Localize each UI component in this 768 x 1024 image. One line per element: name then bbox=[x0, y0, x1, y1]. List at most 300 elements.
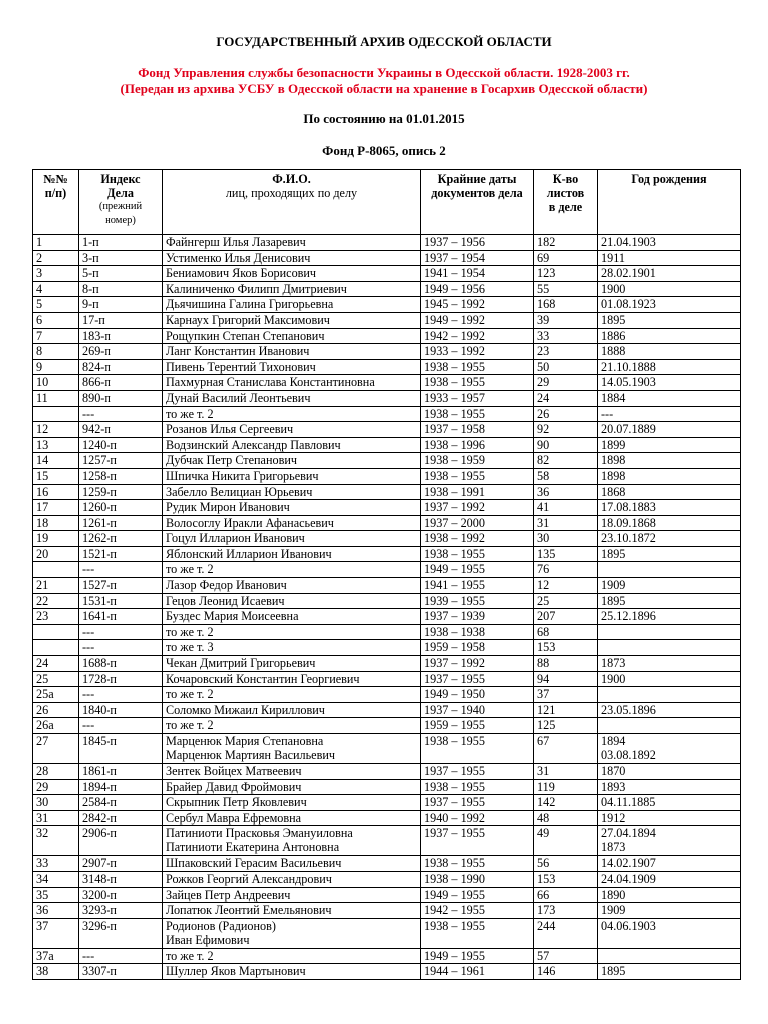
cell-number bbox=[33, 640, 79, 656]
cell-index: 1728-п bbox=[79, 671, 163, 687]
cell-index: 2906-п bbox=[79, 826, 163, 856]
cell-birth-year-line: 1884 bbox=[601, 390, 626, 405]
cell-sheets: 48 bbox=[534, 810, 598, 826]
cell-birth-year-line: 1909 bbox=[601, 578, 626, 593]
table-row bbox=[33, 312, 741, 328]
cell-dates: 1959 – 1958 bbox=[421, 640, 534, 656]
cell-sheets: 207 bbox=[534, 609, 598, 625]
cell-fio bbox=[163, 531, 421, 547]
cell-index: 1262-п bbox=[79, 531, 163, 547]
cell-sheets: 76 bbox=[534, 562, 598, 578]
cell-fio-line: Шпаковский Герасим Васильевич bbox=[166, 856, 342, 871]
cell-fio bbox=[163, 484, 421, 500]
cell-birth-year bbox=[598, 344, 741, 360]
cell-fio-line: Забелло Велициан Юрьевич bbox=[166, 484, 313, 499]
table-row bbox=[33, 671, 741, 687]
cell-index: --- bbox=[79, 687, 163, 703]
cell-birth-year-line: 23.05.1896 bbox=[601, 702, 656, 717]
cell-birth-year-line: 1894 bbox=[601, 734, 626, 748]
cell-dates: 1949 – 1956 bbox=[421, 281, 534, 297]
cell-fio bbox=[163, 312, 421, 328]
cell-number: 18 bbox=[33, 515, 79, 531]
cell-number: 17 bbox=[33, 500, 79, 516]
cell-dates: 1937 – 1955 bbox=[421, 764, 534, 780]
cell-dates: 1938 – 1955 bbox=[421, 856, 534, 872]
cell-fio-line: Марценюк Мартиян Васильевич bbox=[166, 748, 335, 762]
cell-sheets: 153 bbox=[534, 640, 598, 656]
cell-sheets: 146 bbox=[534, 964, 598, 980]
cell-fio-line: Устименко Илья Денисович bbox=[166, 250, 311, 265]
cell-sheets: 49 bbox=[534, 826, 598, 856]
table-row bbox=[33, 344, 741, 360]
cell-sheets: 121 bbox=[534, 702, 598, 718]
cell-fio-line: Гецов Леонид Исаевич bbox=[166, 593, 285, 608]
cell-dates: 1937 – 1955 bbox=[421, 795, 534, 811]
cell-birth-year bbox=[598, 624, 741, 640]
cell-birth-year-line: 1912 bbox=[601, 810, 626, 825]
cell-fio-line: Файнгерш Илья Лазаревич bbox=[166, 235, 306, 249]
table-row bbox=[33, 687, 741, 703]
cell-number: 20 bbox=[33, 546, 79, 562]
cell-birth-year bbox=[598, 468, 741, 484]
table-row bbox=[33, 764, 741, 780]
cell-birth-year bbox=[598, 702, 741, 718]
cell-number: 24 bbox=[33, 656, 79, 672]
cell-birth-year bbox=[598, 948, 741, 964]
cell-sheets: 94 bbox=[534, 671, 598, 687]
cell-dates: 1942 – 1992 bbox=[421, 328, 534, 344]
cell-birth-year bbox=[598, 453, 741, 469]
cell-fio bbox=[163, 297, 421, 313]
cell-birth-year bbox=[598, 764, 741, 780]
cell-birth-year bbox=[598, 810, 741, 826]
cell-birth-year-line: 1868 bbox=[601, 484, 626, 499]
cell-birth-year-line: 1895 bbox=[601, 546, 626, 561]
cell-birth-year-line: 1895 bbox=[601, 964, 626, 979]
cell-index: --- bbox=[79, 948, 163, 964]
cell-birth-year-line: 1911 bbox=[601, 250, 625, 265]
cell-number: 37а bbox=[33, 948, 79, 964]
cell-fio-line: то же т. 2 bbox=[166, 718, 214, 733]
table-row bbox=[33, 297, 741, 313]
cell-number: 22 bbox=[33, 593, 79, 609]
cell-number: 26 bbox=[33, 702, 79, 718]
cell-number: 3 bbox=[33, 266, 79, 282]
cell-fio-line: то же т. 3 bbox=[166, 640, 214, 655]
cell-fio bbox=[163, 826, 421, 856]
cell-birth-year bbox=[598, 562, 741, 578]
cell-dates: 1933 – 1957 bbox=[421, 390, 534, 406]
cell-number bbox=[33, 406, 79, 422]
cell-birth-year-line: 23.10.1872 bbox=[601, 531, 656, 546]
as-of-date: По состоянию на 01.01.2015 bbox=[303, 111, 465, 126]
cell-dates: 1933 – 1992 bbox=[421, 344, 534, 360]
cell-fio-line: Соломко Мижаил Кириллович bbox=[166, 702, 325, 717]
cell-dates: 1949 – 1992 bbox=[421, 312, 534, 328]
cell-birth-year bbox=[598, 903, 741, 919]
table-row bbox=[33, 734, 741, 764]
cell-dates: 1937 – 1958 bbox=[421, 422, 534, 438]
cell-fio bbox=[163, 546, 421, 562]
cell-fio-line: Чекан Дмитрий Григорьевич bbox=[166, 656, 316, 671]
cell-birth-year bbox=[598, 779, 741, 795]
cell-birth-year-line: 1873 bbox=[601, 656, 626, 671]
cell-birth-year-line: 04.06.1903 bbox=[601, 918, 656, 933]
table-row bbox=[33, 578, 741, 594]
cell-index: 3293-п bbox=[79, 903, 163, 919]
cell-fio-line: то же т. 2 bbox=[166, 687, 214, 702]
cell-birth-year bbox=[598, 640, 741, 656]
cell-birth-year-line: 14.05.1903 bbox=[601, 375, 656, 390]
cell-number bbox=[33, 562, 79, 578]
cell-dates: 1937 – 1956 bbox=[421, 235, 534, 251]
case-register-table bbox=[32, 169, 741, 980]
cell-index: 8-п bbox=[79, 281, 163, 297]
cell-fio bbox=[163, 640, 421, 656]
cell-sheets: 24 bbox=[534, 390, 598, 406]
cell-fio bbox=[163, 609, 421, 625]
cell-index: 866-п bbox=[79, 375, 163, 391]
cell-number: 14 bbox=[33, 453, 79, 469]
cell-birth-year bbox=[598, 250, 741, 266]
cell-fio-line: Скрыпник Петр Яковлевич bbox=[166, 795, 307, 810]
cell-index: 890-п bbox=[79, 390, 163, 406]
cell-dates: 1949 – 1950 bbox=[421, 687, 534, 703]
table-row bbox=[33, 359, 741, 375]
cell-fio bbox=[163, 422, 421, 438]
cell-number: 30 bbox=[33, 795, 79, 811]
cell-birth-year bbox=[598, 406, 741, 422]
cell-sheets: 69 bbox=[534, 250, 598, 266]
cell-sheets: 26 bbox=[534, 406, 598, 422]
cell-fio bbox=[163, 406, 421, 422]
cell-number: 37 bbox=[33, 918, 79, 948]
cell-index: 3307-п bbox=[79, 964, 163, 980]
cell-dates: 1937 – 1939 bbox=[421, 609, 534, 625]
cell-number bbox=[33, 624, 79, 640]
cell-dates: 1938 – 1955 bbox=[421, 375, 534, 391]
table-row bbox=[33, 437, 741, 453]
cell-index: 269-п bbox=[79, 344, 163, 360]
cell-index: 1527-п bbox=[79, 578, 163, 594]
cell-fio-line: Марценюк Мария Степановна bbox=[166, 734, 324, 748]
cell-sheets: 168 bbox=[534, 297, 598, 313]
cell-birth-year bbox=[598, 856, 741, 872]
cell-birth-year bbox=[598, 918, 741, 948]
cell-birth-year-line: 18.09.1868 bbox=[601, 515, 656, 530]
fund-number: Фонд Р-8065, опись 2 bbox=[322, 143, 446, 158]
cell-fio bbox=[163, 624, 421, 640]
cell-fio-line: то же т. 2 bbox=[166, 562, 214, 577]
cell-sheets: 12 bbox=[534, 578, 598, 594]
table-row bbox=[33, 795, 741, 811]
cell-sheets: 244 bbox=[534, 918, 598, 948]
cell-birth-year-line: 17.08.1883 bbox=[601, 500, 656, 515]
cell-number: 26а bbox=[33, 718, 79, 734]
cell-fio-line: Лопатюк Леонтий Емельянович bbox=[166, 903, 332, 918]
cell-index: 1-п bbox=[79, 235, 163, 251]
col-header-index: Индекс Дела (прежний номер) bbox=[79, 170, 163, 235]
table-row bbox=[33, 948, 741, 964]
table-row bbox=[33, 640, 741, 656]
cell-number: 6 bbox=[33, 312, 79, 328]
cell-fio bbox=[163, 779, 421, 795]
table-row bbox=[33, 266, 741, 282]
cell-fio-line: Дубчак Петр Степанович bbox=[166, 453, 297, 468]
cell-index: 3-п bbox=[79, 250, 163, 266]
cell-fio-line: Патиниоти Екатерина Антоновна bbox=[166, 840, 340, 855]
cell-birth-year-line: 20.07.1889 bbox=[601, 422, 656, 437]
cell-sheets: 119 bbox=[534, 779, 598, 795]
cell-index: 5-п bbox=[79, 266, 163, 282]
cell-dates: 1941 – 1954 bbox=[421, 266, 534, 282]
cell-dates: 1938 – 1955 bbox=[421, 918, 534, 948]
cell-index: --- bbox=[79, 406, 163, 422]
cell-number: 32 bbox=[33, 826, 79, 856]
cell-fio bbox=[163, 359, 421, 375]
cell-fio bbox=[163, 468, 421, 484]
cell-fio-line: Бениамович Яков Борисович bbox=[166, 266, 317, 281]
cell-birth-year-line: 1893 bbox=[601, 779, 626, 794]
table-row bbox=[33, 546, 741, 562]
cell-sheets: 57 bbox=[534, 948, 598, 964]
cell-fio bbox=[163, 718, 421, 734]
cell-fio bbox=[163, 687, 421, 703]
cell-fio bbox=[163, 656, 421, 672]
cell-fio bbox=[163, 328, 421, 344]
cell-fio bbox=[163, 515, 421, 531]
cell-fio-line: Волосоглу Иракли Афанасьевич bbox=[166, 515, 334, 530]
cell-sheets: 88 bbox=[534, 656, 598, 672]
cell-sheets: 135 bbox=[534, 546, 598, 562]
cell-sheets: 39 bbox=[534, 312, 598, 328]
cell-fio bbox=[163, 964, 421, 980]
cell-index: 1260-п bbox=[79, 500, 163, 516]
cell-birth-year bbox=[598, 687, 741, 703]
cell-birth-year bbox=[598, 964, 741, 980]
cell-birth-year bbox=[598, 328, 741, 344]
cell-fio-line: Рощупкин Степан Степанович bbox=[166, 328, 325, 343]
cell-number: 25а bbox=[33, 687, 79, 703]
col-header-number: №№ п/п) bbox=[33, 170, 79, 235]
cell-index: 183-п bbox=[79, 328, 163, 344]
table-row bbox=[33, 235, 741, 251]
cell-number: 7 bbox=[33, 328, 79, 344]
cell-fio bbox=[163, 671, 421, 687]
cell-birth-year-line: 1895 bbox=[601, 312, 626, 327]
cell-fio-line: Зентек Войцех Матвеевич bbox=[166, 764, 302, 778]
cell-birth-year-line: 1870 bbox=[601, 764, 626, 778]
cell-dates: 1938 – 1992 bbox=[421, 531, 534, 547]
cell-birth-year bbox=[598, 312, 741, 328]
cell-fio-line: Розанов Илья Сергеевич bbox=[166, 422, 294, 437]
cell-birth-year bbox=[598, 297, 741, 313]
cell-birth-year-line: 1900 bbox=[601, 671, 626, 686]
cell-index: 1240-п bbox=[79, 437, 163, 453]
cell-number: 12 bbox=[33, 422, 79, 438]
cell-number: 27 bbox=[33, 734, 79, 764]
cell-dates: 1959 – 1955 bbox=[421, 718, 534, 734]
cell-birth-year-line: --- bbox=[601, 406, 614, 421]
cell-fio bbox=[163, 764, 421, 780]
cell-birth-year bbox=[598, 281, 741, 297]
cell-dates: 1938 – 1991 bbox=[421, 484, 534, 500]
cell-birth-year bbox=[598, 266, 741, 282]
table-row bbox=[33, 390, 741, 406]
table-row bbox=[33, 531, 741, 547]
cell-fio-line: Яблонский Илларион Иванович bbox=[166, 546, 332, 561]
cell-dates: 1938 – 1959 bbox=[421, 453, 534, 469]
cell-dates: 1949 – 1955 bbox=[421, 948, 534, 964]
cell-number: 19 bbox=[33, 531, 79, 547]
cell-index: 9-п bbox=[79, 297, 163, 313]
table-row bbox=[33, 826, 741, 856]
cell-fio-line: Водзинский Александр Павлович bbox=[166, 437, 341, 452]
cell-sheets: 182 bbox=[534, 235, 598, 251]
cell-index: 2907-п bbox=[79, 856, 163, 872]
cell-fio bbox=[163, 235, 421, 251]
cell-sheets: 25 bbox=[534, 593, 598, 609]
cell-birth-year-line: 14.02.1907 bbox=[601, 856, 656, 871]
table-row bbox=[33, 562, 741, 578]
cell-index: 1845-п bbox=[79, 734, 163, 764]
cell-fio-line: Патиниоти Прасковья Эмануиловна bbox=[166, 826, 353, 841]
cell-birth-year bbox=[598, 500, 741, 516]
cell-fio bbox=[163, 702, 421, 718]
table-row bbox=[33, 406, 741, 422]
table-row bbox=[33, 887, 741, 903]
cell-birth-year bbox=[598, 422, 741, 438]
cell-birth-year bbox=[598, 437, 741, 453]
cell-dates: 1937 – 1955 bbox=[421, 671, 534, 687]
cell-index: 3200-п bbox=[79, 887, 163, 903]
cell-index: 1257-п bbox=[79, 453, 163, 469]
cell-sheets: 50 bbox=[534, 359, 598, 375]
cell-fio-line: Пахмурная Станислава Константиновна bbox=[166, 375, 375, 390]
cell-sheets: 23 bbox=[534, 344, 598, 360]
cell-sheets: 66 bbox=[534, 887, 598, 903]
cell-birth-year-line: 1900 bbox=[601, 281, 626, 296]
cell-birth-year-line: 1886 bbox=[601, 328, 626, 343]
cell-dates: 1941 – 1955 bbox=[421, 578, 534, 594]
cell-index: 2842-п bbox=[79, 810, 163, 826]
cell-birth-year bbox=[598, 795, 741, 811]
table-body bbox=[33, 235, 741, 980]
cell-number: 15 bbox=[33, 468, 79, 484]
cell-sheets: 29 bbox=[534, 375, 598, 391]
cell-fio-line: то же т. 2 bbox=[166, 406, 214, 421]
cell-birth-year-line: 25.12.1896 bbox=[601, 609, 656, 624]
cell-sheets: 30 bbox=[534, 531, 598, 547]
cell-fio-line: Иван Ефимович bbox=[166, 932, 250, 947]
cell-birth-year-line: 1888 bbox=[601, 344, 626, 359]
cell-index: 1261-п bbox=[79, 515, 163, 531]
table-row bbox=[33, 856, 741, 872]
cell-birth-year bbox=[598, 593, 741, 609]
cell-sheets: 173 bbox=[534, 903, 598, 919]
cell-fio bbox=[163, 562, 421, 578]
cell-birth-year-line: 21.04.1903 bbox=[601, 235, 656, 249]
table-row bbox=[33, 484, 741, 500]
cell-birth-year bbox=[598, 718, 741, 734]
cell-index: 1894-п bbox=[79, 779, 163, 795]
cell-number: 10 bbox=[33, 375, 79, 391]
cell-birth-year-line: 1873 bbox=[601, 840, 626, 855]
cell-fio bbox=[163, 375, 421, 391]
cell-number: 29 bbox=[33, 779, 79, 795]
cell-birth-year bbox=[598, 484, 741, 500]
table-row bbox=[33, 375, 741, 391]
cell-fio-line: Дунай Василий Леонтьевич bbox=[166, 390, 311, 405]
table-row bbox=[33, 422, 741, 438]
cell-number: 2 bbox=[33, 250, 79, 266]
cell-dates: 1938 – 1955 bbox=[421, 779, 534, 795]
cell-fio-line: Ланг Константин Иванович bbox=[166, 344, 310, 359]
cell-dates: 1949 – 1955 bbox=[421, 562, 534, 578]
cell-dates: 1938 – 1955 bbox=[421, 406, 534, 422]
cell-birth-year-line: 03.08.1892 bbox=[601, 748, 656, 762]
cell-dates: 1944 – 1961 bbox=[421, 964, 534, 980]
cell-birth-year-line: 28.02.1901 bbox=[601, 266, 656, 281]
cell-sheets: 153 bbox=[534, 871, 598, 887]
table-row bbox=[33, 918, 741, 948]
cell-index: 1688-п bbox=[79, 656, 163, 672]
cell-fio-line: Лазор Федор Иванович bbox=[166, 578, 287, 593]
cell-birth-year-line: 27.04.1894 bbox=[601, 826, 656, 841]
cell-sheets: 31 bbox=[534, 515, 598, 531]
cell-fio-line: Зайцев Петр Андреевич bbox=[166, 887, 291, 902]
cell-fio bbox=[163, 344, 421, 360]
cell-number: 11 bbox=[33, 390, 79, 406]
cell-fio-line: Дьячишина Галина Григорьевна bbox=[166, 297, 334, 312]
cell-birth-year bbox=[598, 871, 741, 887]
cell-index: 1259-п bbox=[79, 484, 163, 500]
cell-dates: 1937 – 1940 bbox=[421, 702, 534, 718]
cell-birth-year bbox=[598, 235, 741, 251]
archive-title: ГОСУДАРСТВЕННЫЙ АРХИВ ОДЕССКОЙ ОБЛАСТИ bbox=[216, 34, 552, 49]
cell-fio-line: Сербул Мавра Ефремовна bbox=[166, 810, 302, 825]
cell-sheets: 37 bbox=[534, 687, 598, 703]
table-row bbox=[33, 515, 741, 531]
cell-dates: 1937 – 1955 bbox=[421, 826, 534, 856]
cell-birth-year bbox=[598, 734, 741, 764]
cell-dates: 1938 – 1955 bbox=[421, 546, 534, 562]
cell-birth-year bbox=[598, 390, 741, 406]
cell-dates: 1938 – 1955 bbox=[421, 359, 534, 375]
cell-fio bbox=[163, 871, 421, 887]
cell-fio bbox=[163, 734, 421, 764]
cell-sheets: 56 bbox=[534, 856, 598, 872]
cell-birth-year bbox=[598, 359, 741, 375]
cell-birth-year-line: 1899 bbox=[601, 437, 626, 452]
cell-dates: 1938 – 1996 bbox=[421, 437, 534, 453]
cell-number: 38 bbox=[33, 964, 79, 980]
cell-index: 1258-п bbox=[79, 468, 163, 484]
cell-fio bbox=[163, 390, 421, 406]
cell-birth-year bbox=[598, 887, 741, 903]
fund-transfer-note: (Передан из архива УСБУ в Одесской области на хранение в Госархив Одесской области) bbox=[120, 81, 648, 96]
table-row bbox=[33, 328, 741, 344]
cell-index: 1521-п bbox=[79, 546, 163, 562]
cell-fio bbox=[163, 918, 421, 948]
col-header-sheets: К-во листов в деле bbox=[534, 170, 598, 235]
cell-fio-line: Калиниченко Филипп Дмитриевич bbox=[166, 281, 347, 296]
cell-number: 33 bbox=[33, 856, 79, 872]
table-row bbox=[33, 779, 741, 795]
cell-fio-line: то же т. 2 bbox=[166, 948, 214, 963]
cell-sheets: 58 bbox=[534, 468, 598, 484]
cell-birth-year bbox=[598, 609, 741, 625]
